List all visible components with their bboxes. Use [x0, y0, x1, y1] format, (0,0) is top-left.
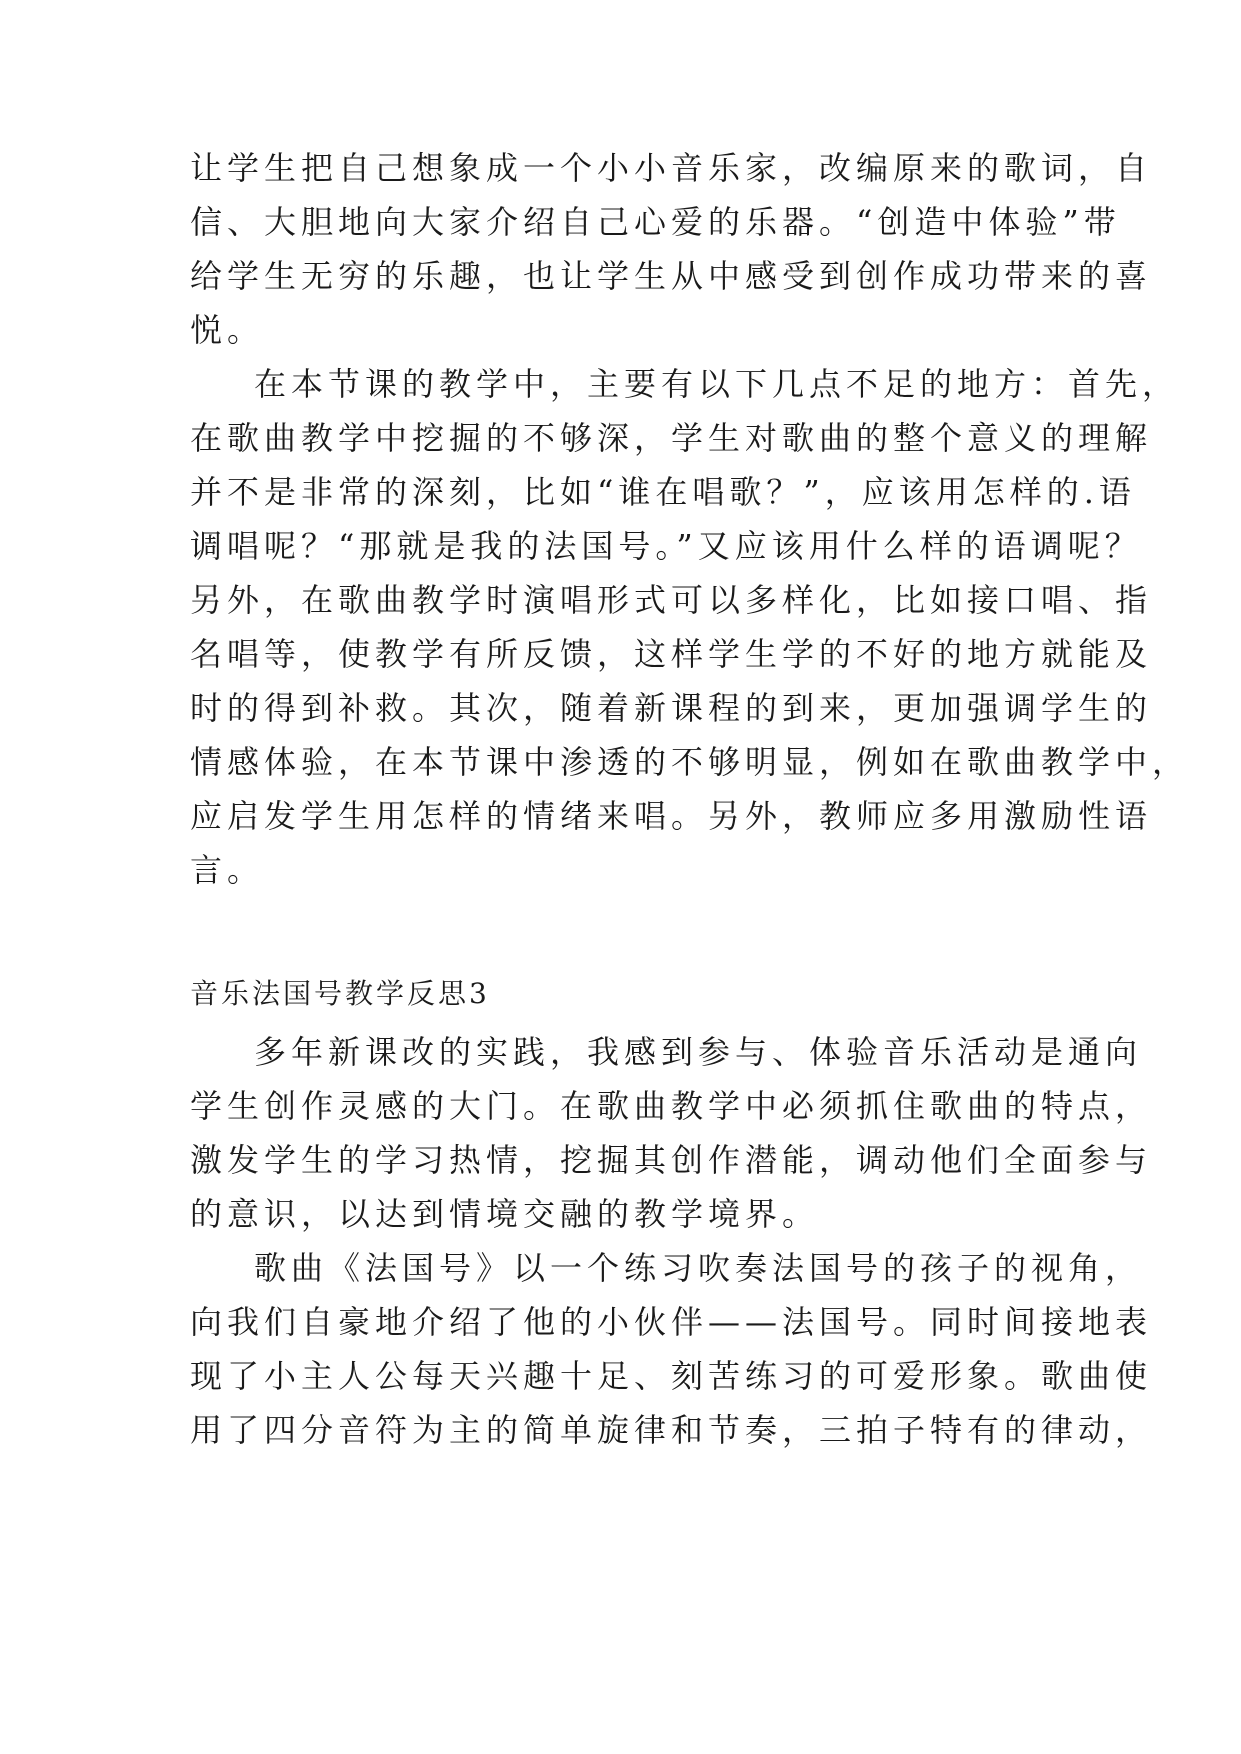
- paragraph-2-line-8: 情感体验，在本节课中渗透的不够明显，例如在歌曲教学中，: [190, 743, 1190, 781]
- paragraph-1-line-1: 让学生把自己想象成一个小小音乐家，改编原来的歌词，自: [190, 149, 1153, 187]
- paragraph-2-line-4: 调唱呢？“那就是我的法国号。”又应该用什么样的语调呢？: [190, 527, 1142, 565]
- paragraph-1-line-4: 悦。: [190, 311, 265, 349]
- paragraph-4-line-1: 歌曲《法国号》以一个练习吹奏法国号的孩子的视角，: [254, 1249, 1143, 1287]
- paragraph-4-line-2: 向我们自豪地介绍了他的小伙伴——法国号。同时间接地表: [190, 1303, 1153, 1341]
- paragraph-2-line-1: 在本节课的教学中，主要有以下几点不足的地方：首先，: [254, 365, 1180, 403]
- paragraph-2-line-10: 言。: [190, 851, 265, 889]
- paragraph-2-line-5: 另外，在歌曲教学时演唱形式可以多样化，比如接口唱、指: [190, 581, 1153, 619]
- paragraph-2-line-6: 名唱等，使教学有所反馈，这样学生学的不好的地方就能及: [190, 635, 1153, 673]
- paragraph-2-line-2: 在歌曲教学中挖掘的不够深，学生对歌曲的整个意义的理解: [190, 419, 1153, 457]
- paragraph-1-line-3: 给学生无穷的乐趣，也让学生从中感受到创作成功带来的喜: [190, 257, 1153, 295]
- paragraph-2-line-9: 应启发学生用怎样的情绪来唱。另外，教师应多用激励性语: [190, 797, 1153, 835]
- paragraph-3-line-3: 激发学生的学习热情，挖掘其创作潜能，调动他们全面参与: [190, 1141, 1153, 1179]
- paragraph-3-line-4: 的意识，以达到情境交融的教学境界。: [190, 1195, 820, 1233]
- paragraph-2-line-7: 时的得到补救。其次，随着新课程的到来，更加强调学生的: [190, 689, 1153, 727]
- paragraph-4-line-3: 现了小主人公每天兴趣十足、刻苦练习的可爱形象。歌曲使: [190, 1357, 1153, 1395]
- paragraph-2-line-3: 并不是非常的深刻，比如“谁在唱歌？”，应该用怎样的.语: [190, 473, 1136, 511]
- paragraph-3-line-1: 多年新课改的实践，我感到参与、体验音乐活动是通向: [254, 1033, 1143, 1071]
- paragraph-1-line-2: 信、大胆地向大家介绍自己心爱的乐器。“创造中体验”带: [190, 203, 1121, 241]
- paragraph-4-line-4: 用了四分音符为主的简单旋律和节奏，三拍子特有的律动，: [190, 1411, 1153, 1449]
- section-heading: 音乐法国号教学反思3: [190, 977, 490, 1010]
- paragraph-3-line-2: 学生创作灵感的大门。在歌曲教学中必须抓住歌曲的特点，: [190, 1087, 1153, 1125]
